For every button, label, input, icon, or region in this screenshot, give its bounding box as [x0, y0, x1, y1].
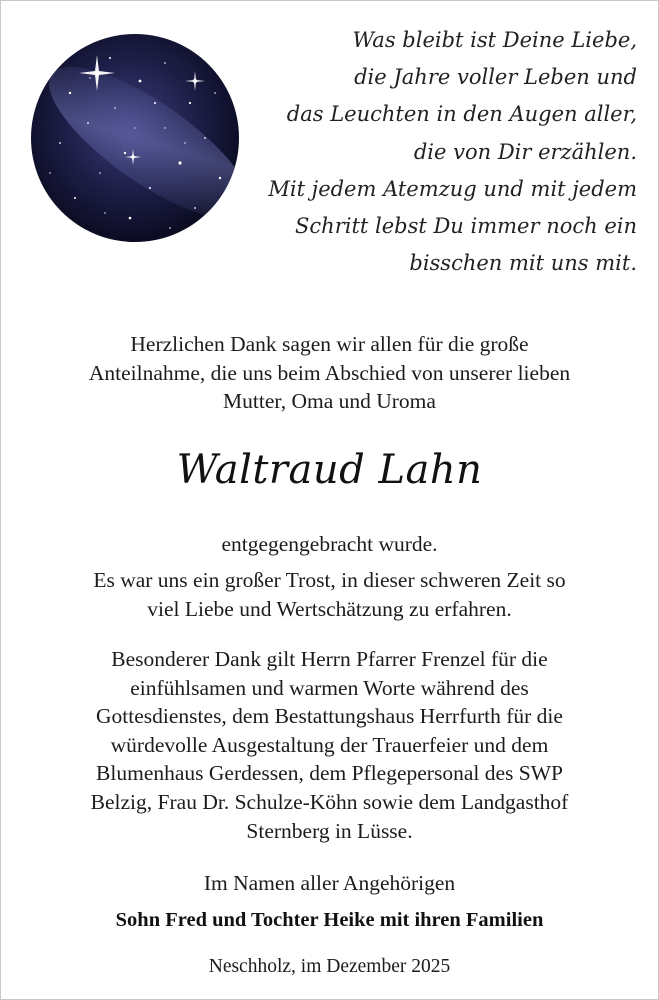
special-thanks-line: Sternberg in Lüsse.: [246, 818, 413, 843]
poem-line: Mit jedem Atemzug und mit jedem: [268, 176, 637, 201]
deceased-name: Waltraud Lahn: [176, 447, 483, 493]
poem-line: die von Dir erzählen.: [413, 139, 637, 164]
received-text: entgegengebracht wurde.: [221, 532, 438, 556]
place-date: Neschholz, im Dezember 2025: [208, 956, 451, 977]
poem-line: die Jahre voller Leben und: [354, 65, 637, 90]
thanks-intro-line: Anteilnahme, die uns beim Abschied von unserer lieben: [88, 360, 571, 385]
poem-line: Schritt lebst Du immer noch ein: [295, 214, 637, 239]
on-behalf-line: [0, 869, 659, 898]
special-thanks-line: Besonderer Dank gilt Herrn Pfarrer Frenzel für die: [111, 647, 548, 671]
thanks-intro: [0, 330, 659, 416]
place-date-line: [0, 953, 659, 982]
comfort-paragraph: [0, 566, 659, 623]
poem: [217, 22, 637, 282]
thanks-intro-line: Herzlichen Dank sagen wir allen für die große: [130, 332, 529, 356]
thanks-intro-line: Mutter, Oma und Uroma: [223, 389, 436, 414]
family-signature: Sohn Fred und Tochter Heike mit ihren Familien: [115, 909, 544, 931]
special-thanks-line: Belzig, Frau Dr. Schulze-Köhn sowie dem Landgasthof: [90, 789, 569, 814]
special-thanks-paragraph: [0, 645, 659, 845]
comfort-line: viel Liebe und Wertschätzung zu erfahren.: [147, 596, 512, 621]
special-thanks-line: Gottesdienstes, dem Bestattungshaus Herrfurth für die: [96, 704, 563, 729]
received-line: [0, 530, 659, 559]
special-thanks-line: würdevolle Ausgestaltung der Trauerfeier und dem: [110, 732, 549, 757]
poem-line: das Leuchten in den Augen aller,: [286, 102, 637, 127]
poem-line: bisschen mit uns mit.: [409, 251, 637, 276]
starry-sky-image: [30, 33, 240, 243]
special-thanks-line: einfühlsamen und warmen Worte während des: [130, 675, 529, 700]
on-behalf-text: Im Namen aller Angehörigen: [203, 871, 456, 895]
poem-line: Was bleibt ist Deine Liebe,: [352, 28, 637, 52]
comfort-line: Es war uns ein großer Trost, in dieser schweren Zeit so: [93, 568, 566, 592]
special-thanks-line: Blumenhaus Gerdessen, dem Pflegepersonal des SWP: [96, 761, 563, 786]
